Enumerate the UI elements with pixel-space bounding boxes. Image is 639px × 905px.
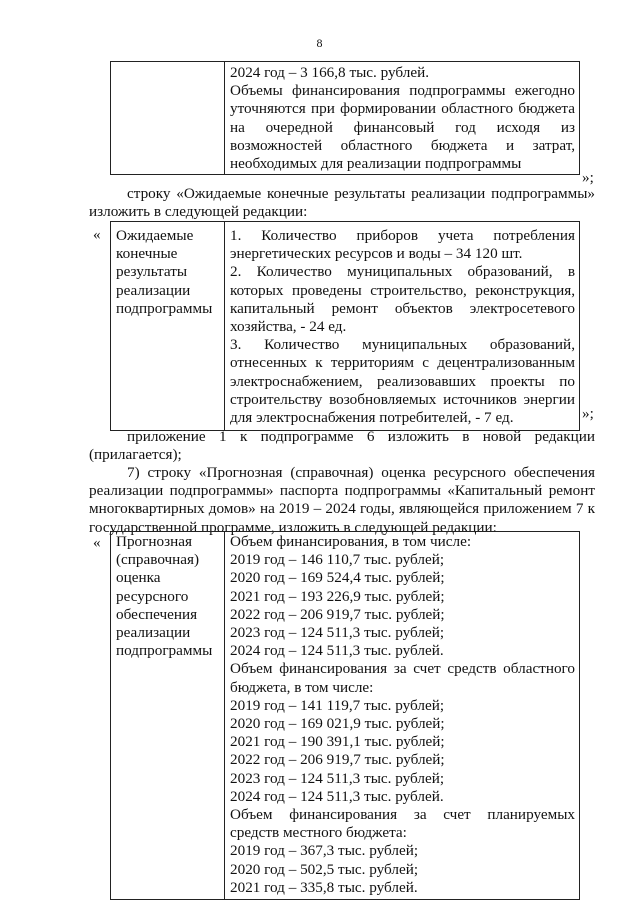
table3-line: Объем финансирования, в том числе: [230,533,472,550]
table3-line: 2023 год – 124 511,3 тыс. рублей; [230,769,445,787]
table3-left-line: обеспечения [116,605,198,623]
paragraph-item-7 [89,464,595,537]
table3-line: 2021 год – 190 391,1 тыс. рублей; [230,733,445,751]
table3-line: 2023 год – 124 511,3 тыс. рублей; [230,624,445,642]
table2-line: 1. Количество приборов учета потребления [230,227,575,244]
table3-open-mark: « [93,534,101,551]
table3-left-line: реализации [116,624,191,642]
table1-line: возможностей областного бюджета и затрат, [230,136,575,154]
table1-close-mark: »; [582,169,594,186]
table1-line: Объемы финансирования подпрограммы ежегодно [230,82,575,100]
table1-right-cell [225,62,580,175]
table3-line: 2019 год – 146 110,7 тыс. рублей; [230,551,445,569]
table3-line: 2019 год – 141 119,7 тыс. рублей; [230,696,445,714]
table3-right-cell [225,532,580,900]
table2-line: строительству возобновляемых источников энергии [230,390,575,408]
paragraph-expected-results [89,185,595,221]
page-number: 8 [316,36,323,50]
paragraph-line: 7) строку «Прогнозная (справочная) оценка ресурсного обеспечения [127,464,595,481]
table2-line: энергетических ресурсов и воды – 34 120 шт. [230,245,523,263]
table-expected-results [110,221,580,431]
table3-line: 2024 год – 124 511,3 тыс. рублей. [230,642,444,660]
table2-line: электроснабжением, реализовавших проекты по [230,372,575,390]
table2-close-mark: »; [582,405,594,422]
table3-left-line: (справочная) [116,551,200,569]
table3-left-line: оценка [116,569,161,587]
table2-line: которых проведены строительство, реконструкция, [230,281,575,299]
paragraph-line: строку «Ожидаемые конечные результаты реализации подпрограммы» [127,185,595,202]
table1-line: 2024 год – 3 166,8 тыс. рублей. [230,64,430,81]
table3-line: 2024 год – 124 511,3 тыс. рублей. [230,787,444,805]
paragraph-line: приложение 1 к подпрограмме 6 изложить в новой редакции [127,428,595,445]
table3-line: 2020 год – 502,5 тыс. рублей; [230,860,419,878]
table1-line: уточняются при формировании областного бюджета [230,100,575,118]
table2-line: 2. Количество муниципальных образований, в [230,263,575,281]
table2-line: 3. Количество муниципальных образований, [230,336,575,354]
paragraph-line: многоквартирных домов» на 2019 – 2024 годы, являющейся приложением 7 к [89,500,595,518]
table3-line: 2021 год – 335,8 тыс. рублей. [230,878,418,896]
table3-line: 2019 год – 367,3 тыс. рублей; [230,842,419,860]
table2-left-line: реализации [116,281,191,299]
paragraph-line: государственной программе, изложить в следующей редакции: [89,518,497,536]
table1-line: на очередной финансовый год исходя из [230,118,575,136]
table2-open-mark: « [93,226,101,243]
table3-line: Объем финансирования за счет средств областного [230,660,575,678]
table2-right-cell [225,222,580,431]
table3-line: 2021 год – 193 226,9 тыс. рублей; [230,587,445,605]
table3-left-line: Прогнозная [116,533,192,550]
table1-left-cell [111,62,225,175]
table3-line: 2022 год – 206 919,7 тыс. рублей; [230,605,445,623]
table2-left-line: конечные [116,245,178,263]
table2-line: хозяйства, - 24 ед. [230,318,347,336]
table2-line: для электроснабжения потребителей, - 7 ед. [230,409,514,427]
table2-left-cell [111,222,225,431]
table-financing-continuation [110,61,580,175]
paragraph-appendix [89,428,595,464]
table3-line: 2022 год – 206 919,7 тыс. рублей; [230,751,445,769]
table3-left-line: подпрограммы [116,642,213,660]
paragraph-line: (прилагается); [89,446,182,464]
table3-left-line: ресурсного [116,587,189,605]
table3-left-cell [111,532,225,900]
paragraph-line: реализации подпрограммы» паспорта подпрограммы «Капитальный ремонт [89,482,595,500]
table2-line: капитальный ремонт объектов электросетевого [230,299,575,317]
table3-line: Объем финансирования за счет планируемых [230,806,575,824]
table2-line: отнесенных к территориям с децентрализованным [230,354,575,372]
table3-line: 2020 год – 169 021,9 тыс. рублей; [230,715,445,733]
paragraph-line: изложить в следующей редакции: [89,203,308,221]
table1-line: необходимых для реализации подпрограммы [230,155,522,173]
table3-line: средств местного бюджета: [230,824,407,842]
table3-line: 2020 год – 169 524,4 тыс. рублей; [230,569,445,587]
table2-left-line: результаты [116,263,188,281]
table2-left-line: Ожидаемые [116,227,194,244]
table2-left-line: подпрограммы [116,299,213,317]
table3-line: бюджета, в том числе: [230,678,374,696]
table-resource-estimate [110,531,580,900]
